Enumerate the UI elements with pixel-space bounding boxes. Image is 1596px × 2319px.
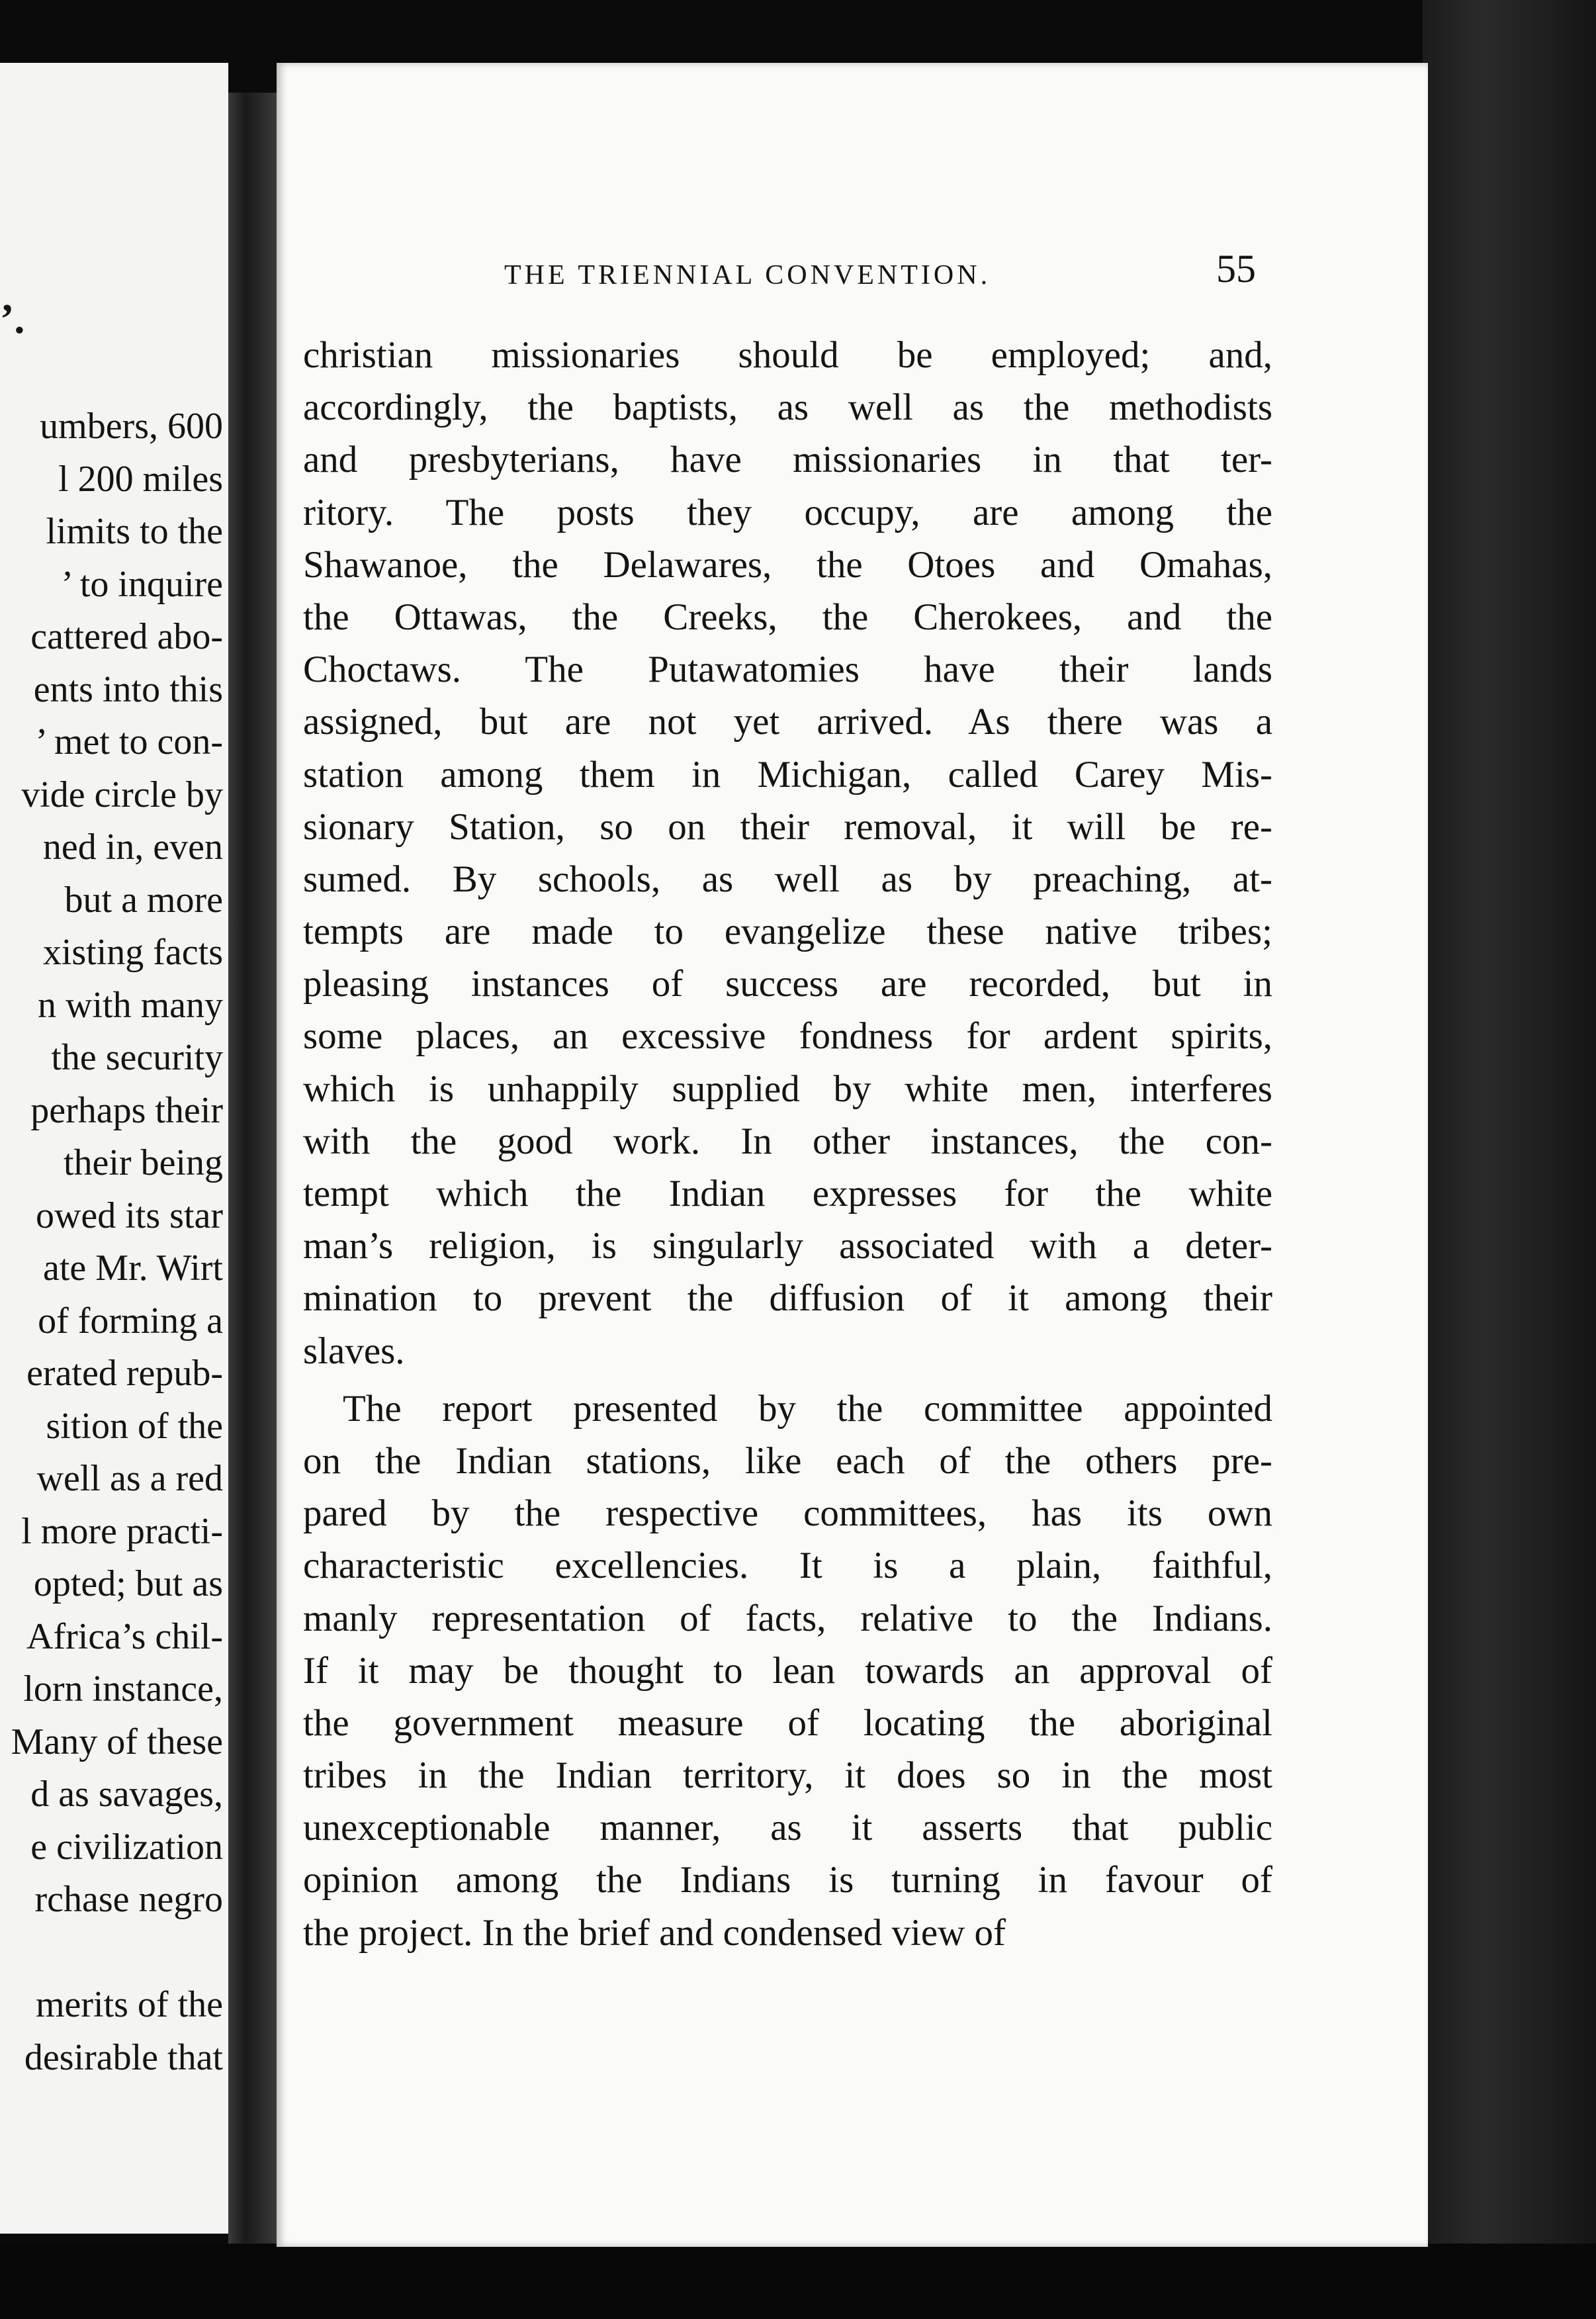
body-text [303,329,1272,1959]
left-text-line: their being [63,1142,223,1183]
left-text-line: but a more [64,879,223,921]
left-text-line: e civilization [30,1826,223,1868]
facing-page-left [0,63,228,2234]
text-line: christian missionaries should be employed; and, [303,334,1272,376]
text-line: which is unhappily supplied by white men, interferes [303,1068,1272,1110]
text-line: sumed. By schools, as well as by preaching, at- [303,858,1272,900]
left-text-line [0,1927,223,1979]
left-text-line: cattered abo- [30,616,223,657]
left-text-line: owed its star [35,1195,223,1236]
text-line: characteristic excellencies. It is a plain, faithful, [303,1545,1272,1587]
left-text-line: well as a red [36,1458,223,1499]
scan-background-bottom [0,2244,1596,2319]
left-text-line: perhaps their [30,1089,223,1131]
text-line: unexceptionable manner, as it asserts that public [303,1807,1272,1849]
text-line: station among them in Michigan, called Carey Mis- [303,753,1272,796]
left-text-line: rchase negro [34,1879,223,1920]
text-line: man’s religion, is singularly associated with a deter- [303,1225,1272,1267]
left-text-line: n with many [38,984,223,1026]
text-line: pared by the respective committees, has its own [303,1492,1272,1535]
text-line: accordingly, the baptists, as well as the methodists [303,386,1272,429]
left-text-line: l 200 miles [58,458,223,500]
text-line: If it may be thought to lean towards an approval of [303,1649,1272,1692]
left-text-line: sition of the [46,1405,223,1447]
text-line: and presbyterians, have missionaries in that ter- [303,439,1272,481]
text-line: slaves. [303,1330,405,1372]
text-line: opinion among the Indians is turning in favour of [303,1859,1272,1901]
page-number: 55 [1216,247,1256,291]
text-line: the government measure of locating the aboriginal [303,1702,1272,1744]
left-text-line: d as savages, [30,1774,223,1815]
left-text-line: ’ to inquire [61,563,223,605]
text-line: tribes in the Indian territory, it does so in the most [303,1754,1272,1797]
paragraph-1 [303,329,1272,1377]
left-text-line: vide circle by [21,774,223,815]
left-text-line: ’ met to con- [35,721,223,762]
left-text-line: xisting facts [42,932,223,973]
book-edge-right [1423,0,1596,2319]
paragraph-2 [303,1383,1272,1959]
left-text-line: lorn instance, [23,1668,223,1709]
left-text-line: of forming a [38,1300,223,1341]
left-text-line: erated repub- [26,1353,223,1394]
text-line: tempts are made to evangelize these native tribes; [303,911,1272,953]
text-line: Shawanoe, the Delawares, the Otoes and Omahas, [303,543,1272,586]
text-line: manly representation of facts, relative to the Indians. [303,1597,1272,1639]
text-line: on the Indian stations, like each of the others pre- [303,1439,1272,1482]
text-line: the project. In the brief and condensed view of [303,1911,1006,1954]
text-line: assigned, but are not yet arrived. As there was a [303,701,1272,743]
text-line: some places, an excessive fondness for ardent spirits, [303,1015,1272,1058]
left-text-line: umbers, 600 [40,406,223,447]
text-line: the Ottawas, the Creeks, the Cherokees, and the [303,596,1272,638]
left-text-line: opted; but as [33,1563,223,1604]
text-line: The report presented by the committee appointed [343,1387,1272,1430]
left-text-line: the security [51,1037,223,1078]
text-line: sionary Station, so on their removal, it will be re- [303,805,1272,848]
left-running-head-fragment: ’. [0,295,25,342]
running-head: THE TRIENNIAL CONVENTION. [504,260,991,291]
text-line: ritory. The posts they occupy, are among the [303,491,1272,533]
text-line: tempt which the Indian expresses for the white [303,1173,1272,1214]
text-line: pleasing instances of success are recorded, but in [303,963,1272,1005]
left-text-line: ate Mr. Wirt [43,1248,223,1289]
left-text-line: limits to the [46,511,223,552]
left-page-text [0,400,223,2084]
left-text-line: merits of the [35,1984,223,2025]
paragraph-gap [303,1377,1272,1383]
left-text-line: l more practi- [21,1510,223,1552]
left-text-line: desirable that [24,2036,223,2078]
left-text-line: Many of these [11,1721,223,1762]
text-line: Choctaws. The Putawatomies have their lands [303,649,1272,691]
left-text-line: Africa’s chil- [26,1615,223,1657]
text-line: with the good work. In other instances, the con- [303,1120,1272,1162]
left-text-line: ned in, even [42,827,223,868]
text-line: mination to prevent the diffusion of it among their [303,1277,1272,1320]
left-text-line: ents into this [33,668,223,710]
